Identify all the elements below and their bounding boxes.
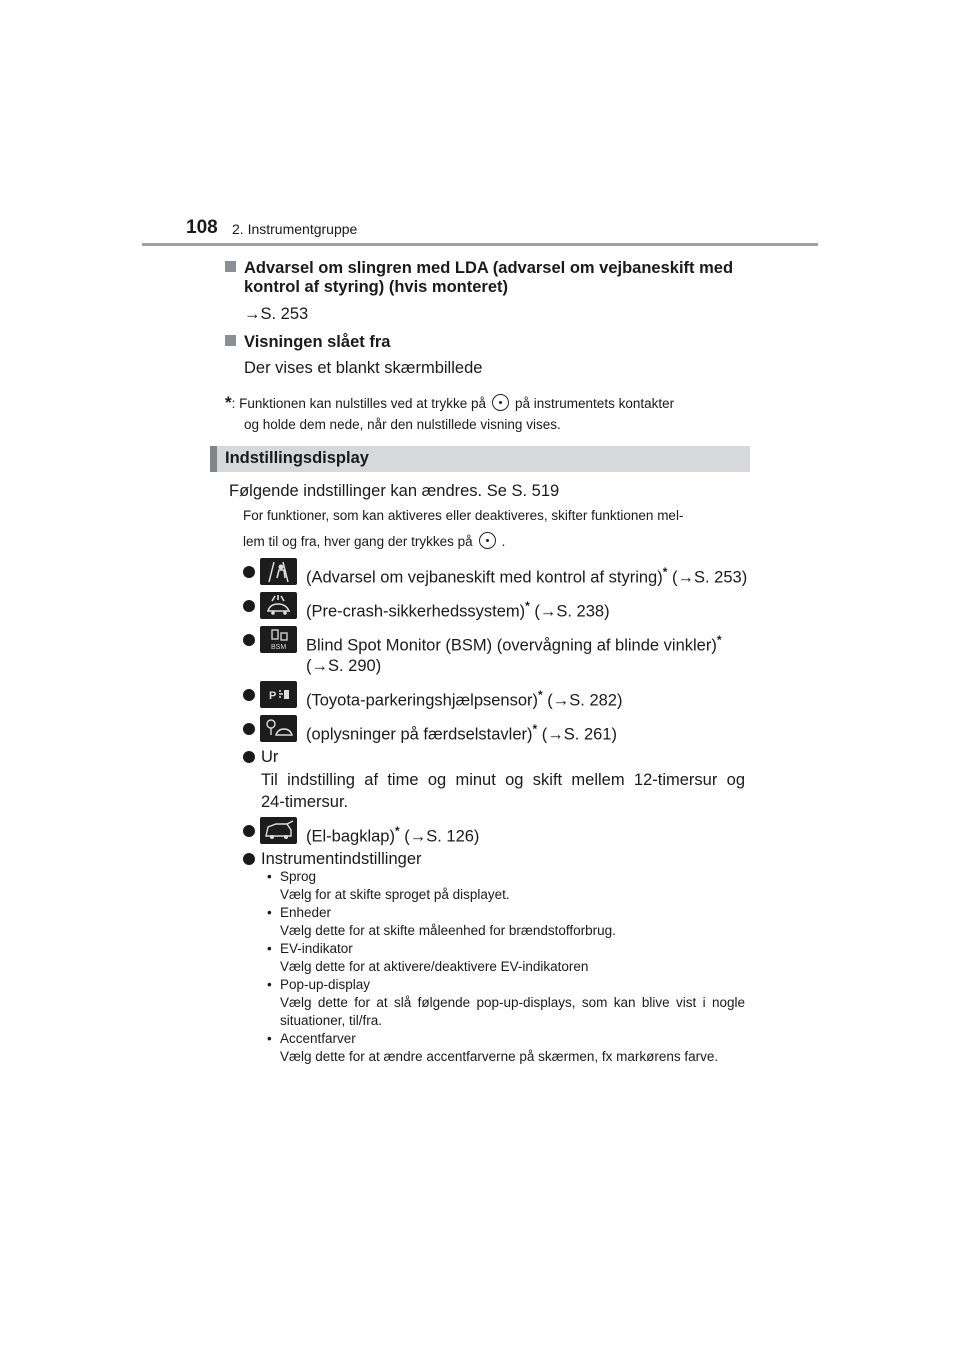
bsm-icon bbox=[260, 626, 297, 653]
bullet-dot bbox=[243, 634, 255, 646]
clock-desc-line1: Til indstilling af time og minut og skift mellem 12-timersur og bbox=[261, 771, 745, 789]
lane-departure-icon bbox=[260, 558, 297, 585]
display-off-heading: Visningen slået fra bbox=[225, 330, 390, 354]
header-rule bbox=[142, 243, 818, 246]
settings-section-title: Indstillingsdisplay bbox=[225, 449, 369, 467]
bullet-dot bbox=[243, 566, 255, 578]
footnote-line2: og holde dem nede, når den nulstillede visning vises. bbox=[244, 417, 561, 432]
svg-text:P: P bbox=[269, 690, 277, 702]
sub-item-accentfarver: • Accentfarver bbox=[267, 1031, 356, 1046]
bullet-dot bbox=[243, 689, 255, 701]
sub-item-enheder: • Enheder bbox=[267, 905, 332, 920]
item-4: (Toyota-parkeringshjælpsensor)* (→S. 282) bbox=[306, 688, 623, 710]
select-button-icon bbox=[492, 394, 509, 411]
instrument-title: Instrumentindstillinger bbox=[261, 850, 422, 868]
settings-section-header bbox=[210, 446, 750, 472]
lda-heading-line2: kontrol af styring) (hvis monteret) bbox=[244, 278, 509, 296]
sub-desc-sprog: Vælg for at skifte sproget på displayet. bbox=[280, 887, 510, 902]
footnote: *: Funktionen kan nulstilles ved at trykke på på instrumentets kontakter bbox=[225, 393, 675, 412]
band-marker bbox=[210, 446, 217, 472]
lda-heading: Advarsel om slingren med LDA (advarsel om vejbaneskift med bbox=[225, 256, 755, 280]
road-sign-icon bbox=[260, 715, 297, 742]
bullet-dot bbox=[243, 723, 255, 735]
item-5: (oplysninger på færdselstavler)* (→S. 261) bbox=[306, 722, 617, 744]
item-1: (Advarsel om vejbaneskift med kontrol af styring)* (→S. 253) bbox=[306, 565, 748, 587]
clock-title: Ur bbox=[261, 748, 279, 766]
square-bullet-icon bbox=[225, 335, 236, 346]
square-bullet-icon bbox=[225, 261, 236, 272]
display-off-desc: Der vises et blankt skærmbillede bbox=[244, 359, 483, 377]
page-number: 108 bbox=[186, 217, 218, 238]
intro-line: Følgende indstillinger kan ændres. Se S. 519 bbox=[229, 482, 560, 500]
item-2: (Pre-crash-sikkerhedssystem)* (→S. 238) bbox=[306, 599, 610, 621]
sub-item-ev-indikator: • EV-indikator bbox=[267, 941, 353, 956]
sub-desc-accentfarver: Vælg dette for at ændre accentfarverne på skærmen, fx markørens farve. bbox=[280, 1049, 719, 1064]
instrument-sub-list bbox=[265, 868, 745, 1066]
item-3: Blind Spot Monitor (BSM) (overvågning af blinde vinkler)* bbox=[306, 633, 722, 655]
sub-desc-pop-up: Vælg dette for at slå følgende pop-up-displays, som kan blive vist i nogle situationer, til/fra. bbox=[280, 995, 745, 1028]
bullet-dot bbox=[243, 751, 255, 763]
bullet-dot bbox=[243, 600, 255, 612]
sub-desc-ev-indikator: Vælg dette for at aktivere/deaktivere EV-indikatoren bbox=[280, 959, 589, 974]
sub-item-pop-up: • Pop-up-display bbox=[267, 977, 371, 992]
intro-note-line2: lem til og fra, hver gang der trykkes på . bbox=[243, 534, 506, 549]
section-title: 2. Instrumentgruppe bbox=[232, 221, 358, 237]
svg-text:BSM: BSM bbox=[271, 644, 287, 651]
sub-item-sprog: • Sprog bbox=[267, 869, 317, 884]
select-button-icon bbox=[479, 532, 496, 549]
item-6: (El-bagklap)* (→S. 126) bbox=[306, 824, 480, 846]
clock-desc-line2: 24-timersur. bbox=[261, 793, 349, 811]
power-tailgate-icon bbox=[260, 817, 297, 844]
intro-note-line1: For funktioner, som kan aktiveres eller deaktiveres, skifter funktionen mel- bbox=[243, 508, 684, 523]
bullet-dot bbox=[243, 825, 255, 837]
pre-crash-icon bbox=[260, 592, 297, 619]
sub-desc-enheder: Vælg dette for at skifte måleenhed for brændstofforbrug. bbox=[280, 923, 616, 938]
item-3-ref: (→S. 290) bbox=[306, 657, 382, 675]
bullet-dot bbox=[243, 853, 255, 865]
parking-sensor-icon bbox=[260, 681, 297, 708]
lda-ref: →S. 253 bbox=[244, 305, 309, 323]
